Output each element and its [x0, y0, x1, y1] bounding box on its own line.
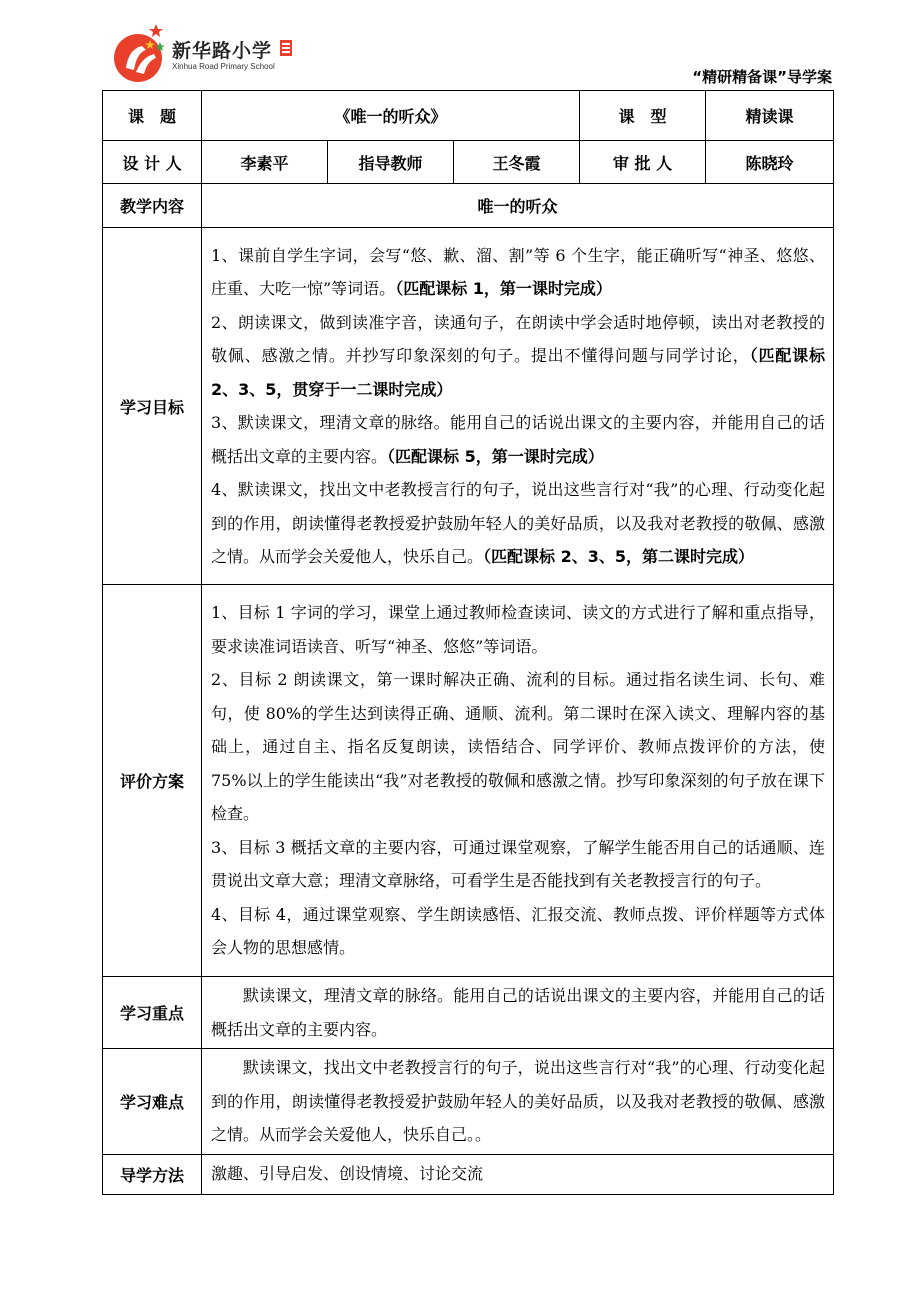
difficulty-value: 默读课文，找出文中老教授言行的句子，说出这些言行对“我”的心理、行动变化起到的作用，朗读懂得老教授爱护鼓励年轻人的美好品质，以及我对老教授的敬佩、感激之情。从而学会关爱他人，快乐自己。。: [202, 1049, 834, 1155]
designer-value: 李素平: [202, 141, 328, 184]
evaluation-row: [103, 585, 834, 977]
difficulty-label: 学习难点: [103, 1049, 202, 1155]
key-point-label: 学习重点: [103, 977, 202, 1049]
goal-item: 1、课前自学生字词，会写“悠、歉、溜、割”等 6 个生字，能正确听写“神圣、悠悠、庄重、大吃一惊”等词语。（匹配课标 1，第一课时完成）: [211, 245, 825, 298]
evaluation-item: 1、目标 1 字词的学习，课堂上通过教师检查读词、读文的方式进行了解和重点指导，要求读准词语读音、听写“神圣、悠悠”等词语。: [211, 603, 825, 656]
approver-value: 陈晓玲: [706, 141, 834, 184]
method-label: 导学方法: [103, 1154, 202, 1194]
method-row: [103, 1154, 834, 1194]
content-value: 唯一的听众: [202, 184, 834, 228]
lesson-plan-table: [102, 90, 834, 1195]
mentor-value: 王冬霞: [454, 141, 580, 184]
goal-item: 3、默读课文，理清文章的脉络。能用自己的话说出课文的主要内容，并能用自己的话概括出文章的主要内容。（匹配课标 5，第一课时完成）: [211, 413, 825, 466]
school-name: 新华路小学: [172, 40, 273, 62]
type-label: 课 型: [580, 91, 706, 141]
school-seal-icon: [280, 40, 292, 56]
goals-row: [103, 228, 834, 585]
topic-value: 《唯一的听众》: [202, 91, 580, 141]
evaluation-item: 3、目标 3 概括文章的主要内容，可通过课堂观察，了解学生能否用自己的话通顺、连贯说出文章大意；理清文章脉络，可看学生是否能找到有关老教授言行的句子。: [211, 837, 825, 891]
difficulty-row: [103, 1049, 834, 1155]
school-name-en: Xinhua Road Primary School: [172, 62, 275, 71]
content-label: 教学内容: [103, 184, 202, 228]
school-emblem-icon: [112, 18, 168, 84]
goals-label: 学习目标: [103, 228, 202, 585]
key-point-value: 默读课文，理清文章的脉络。能用自己的话说出课文的主要内容，并能用自己的话概括出文章的主要内容。: [202, 977, 834, 1049]
evaluation-label: 评价方案: [103, 585, 202, 977]
key-point-row: [103, 977, 834, 1049]
evaluation-item: 2、目标 2 朗读课文，第一课时解决正确、流利的目标。通过指名读生词、长句、难句，使 80%的学生达到读得正确、通顺、流利。第二课时在深入读文、理解内容的基础上，通过自主、指名反复朗读，读悟结合、同学评价、教师点拨评价的方法，使 75%以上的学生能读出“我”对老教授的敬佩和感激之情。抄写印象深刻的句子放在课下检查。: [211, 670, 825, 824]
type-value: 精读课: [706, 91, 834, 141]
content-row: [103, 184, 834, 228]
designer-label: 设 计 人: [103, 141, 202, 184]
goal-item: 4、默读课文，找出文中老教授言行的句子，说出这些言行对“我”的心理、行动变化起到的作用，朗读懂得老教授爱护鼓励年轻人的美好品质，以及我对老教授的敬佩、感激之情。从而学会关爱他人，快乐自己。（匹配课标 2、3、5，第二课时完成）: [211, 480, 825, 566]
approver-label: 审 批 人: [580, 141, 706, 184]
document-tagline: “精研精备课”导学案: [692, 68, 832, 86]
topic-label: 课 题: [103, 91, 202, 141]
staff-row: [103, 141, 834, 184]
method-value: 激趣、引导启发、创设情境、讨论交流: [202, 1154, 834, 1194]
goals-content: [202, 228, 834, 585]
topic-row: [103, 91, 834, 141]
evaluation-content: [202, 585, 834, 977]
mentor-label: 指导教师: [328, 141, 454, 184]
goal-item: 2、朗读课文，做到读准字音，读通句子，在朗读中学会适时地停顿，读出对老教授的敬佩、感激之情。并抄写印象深刻的句子。提出不懂得问题与同学讨论，（匹配课标 2、3、5，贯穿于一二课时完成）: [211, 312, 825, 399]
evaluation-item: 4、目标 4，通过课堂观察、学生朗读感悟、汇报交流、教师点拨、评价样题等方式体会人物的思想感情。: [211, 904, 825, 958]
school-logo: [112, 18, 322, 84]
